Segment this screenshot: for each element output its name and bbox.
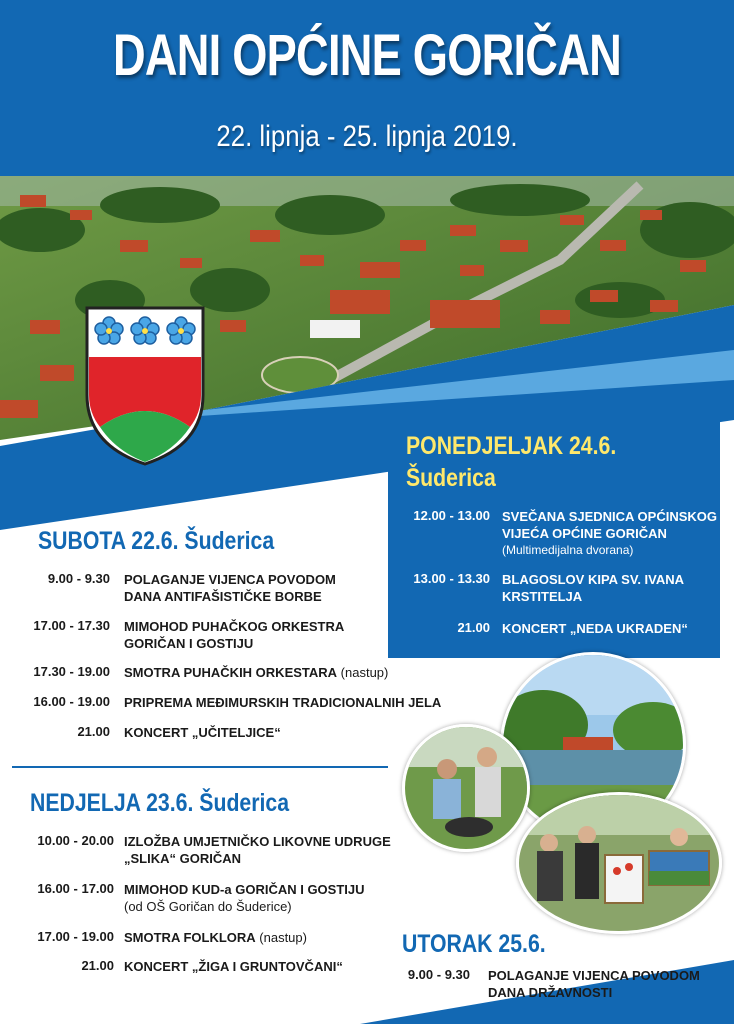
tuesday-event-1-time: 9.00 - 9.30	[407, 967, 470, 982]
saturday-event-2-time: 17.00 - 17.30	[33, 618, 110, 633]
cooking-photo-circle	[402, 724, 530, 852]
art-exhibition-photo-circle	[516, 792, 722, 934]
saturday-event-2-line2: GORIČAN I GOSTIJU	[124, 636, 254, 651]
saturday-event-1-line1: POLAGANJE VIJENCA POVODOM	[124, 572, 336, 587]
monday-event-3-time: 21.00	[457, 620, 490, 635]
saturday-event-2-line1: MIMOHOD PUHAČKOG ORKESTRA	[124, 619, 345, 634]
tuesday-event-1-line2: DANA DRŽAVNOSTI	[488, 985, 613, 1000]
monday-heading: PONEDJELJAK 24.6.	[406, 432, 617, 460]
coat-of-arms	[84, 305, 206, 467]
saturday-event-3-note: (nastup)	[337, 665, 389, 680]
monday-venue: Šuderica	[406, 464, 496, 492]
monday-event-1-line1: SVEČANA SJEDNICA OPĆINSKOG	[502, 509, 718, 524]
poster-dates: 22. lipnja - 25. lipnja 2019.	[216, 120, 518, 153]
section-divider	[12, 766, 388, 768]
tuesday-event-1-line1: POLAGANJE VIJENCA POVODOM	[488, 968, 700, 983]
saturday-event-4-time: 16.00 - 19.00	[33, 694, 110, 709]
sunday-event-2-line1: MIMOHOD KUD-a GORIČAN I GOSTIJU	[124, 882, 365, 897]
sunday-event-4-line1: KONCERT „ŽIGA I GRUNTOVČANI“	[124, 959, 343, 974]
tuesday-heading: UTORAK 25.6.	[402, 930, 546, 958]
sunday-event-2-time: 16.00 - 17.00	[37, 881, 114, 896]
sunday-event-1-line2: „SLIKA“ GORIČAN	[124, 851, 241, 866]
monday-event-1-note: (Multimedijalna dvorana)	[502, 543, 634, 557]
sunday-event-3-time: 17.00 - 19.00	[37, 929, 114, 944]
sunday-event-1-time: 10.00 - 20.00	[37, 833, 114, 848]
poster-title: DANI OPĆINE GORIČAN	[113, 23, 621, 88]
saturday-event-1-line2: DANA ANTIFAŠISTIČKE BORBE	[124, 589, 322, 604]
cooking-photo	[405, 727, 527, 849]
saturday-event-3-line1: SMOTRA PUHAČKIH ORKESTARA (nastup)	[124, 665, 389, 680]
forget-me-not-flower-icons	[95, 317, 195, 344]
saturday-event-3-time: 17.30 - 19.00	[33, 664, 110, 679]
sunday-event-1-line1: IZLOŽBA UMJETNIČKO LIKOVNE UDRUGE	[124, 834, 391, 849]
sunday-event-3-line1: SMOTRA FOLKLORA (nastup)	[124, 930, 307, 945]
monday-event-3-line1: KONCERT „NEDA UKRADEN“	[502, 621, 688, 636]
monday-event-2-line1: BLAGOSLOV KIPA SV. IVANA	[502, 572, 685, 587]
monday-event-1-time: 12.00 - 13.00	[413, 508, 490, 523]
saturday-event-1-time: 9.00 - 9.30	[47, 571, 110, 586]
monday-event-2-line2: KRSTITELJA	[502, 589, 583, 604]
monday-event-2-time: 13.00 - 13.30	[413, 571, 490, 586]
saturday-event-5-time: 21.00	[77, 724, 110, 739]
sunday-heading: NEDJELJA 23.6. Šuderica	[30, 789, 290, 817]
sunday-event-2-line2: (od OŠ Goričan do Šuderice)	[124, 899, 292, 914]
sunday-event-4-time: 21.00	[81, 958, 114, 973]
art-exhibition-photo	[519, 795, 719, 931]
sunday-event-3-note: (nastup)	[255, 930, 307, 945]
monday-event-1-line2: VIJEĆA OPĆINE GORIČAN	[502, 526, 667, 541]
saturday-event-4-line1: PRIPREMA MEĐIMURSKIH TRADICIONALNIH JELA	[124, 695, 442, 710]
saturday-event-5-line1: KONCERT „UČITELJICE“	[124, 725, 281, 740]
saturday-heading: SUBOTA 22.6. Šuderica	[38, 527, 275, 555]
